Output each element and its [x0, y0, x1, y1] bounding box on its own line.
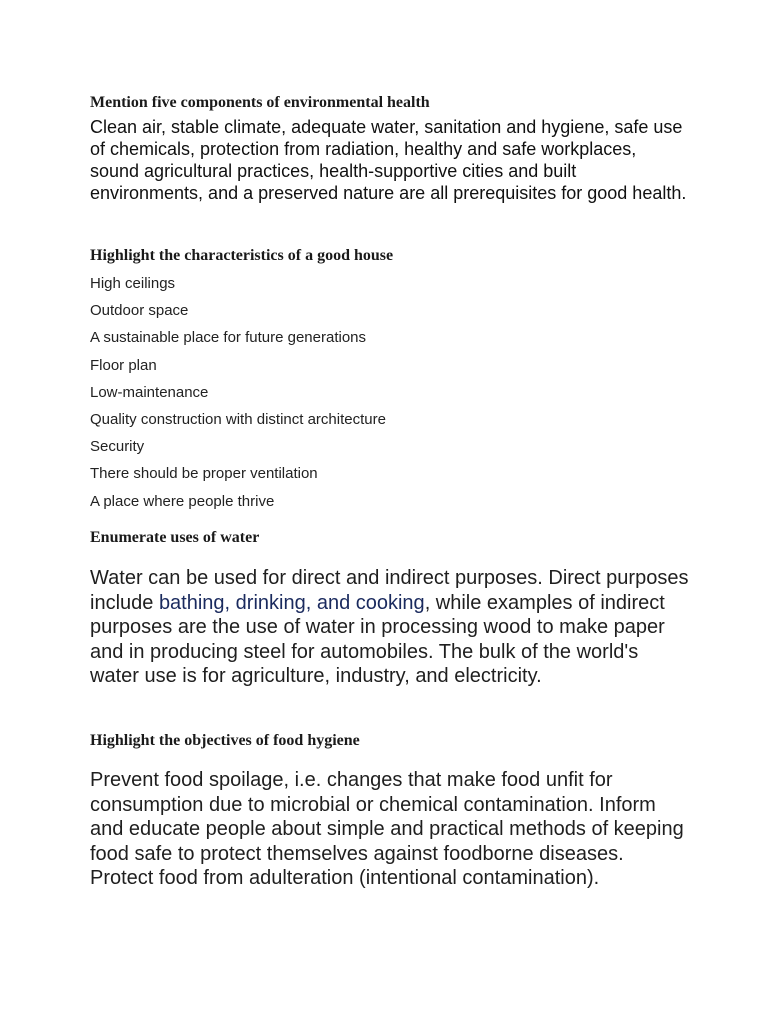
list-item: Quality construction with distinct architecture [90, 410, 386, 428]
section-heading-environmental-health: Mention five components of environmental health [90, 94, 430, 111]
section-heading-good-house: Highlight the characteristics of a good house [90, 247, 394, 264]
section-body-uses-of-water [90, 566, 690, 689]
list-item: Floor plan [90, 356, 157, 374]
list-item: Low-maintenance [90, 383, 209, 401]
water-body-text-start: Water can be used for direct and indirect purposes. Direct purposes include [90, 567, 689, 614]
good-house-list [90, 275, 386, 520]
list-item: High ceilings [90, 275, 176, 292]
list-item: Security [90, 438, 145, 456]
water-direct-purposes-link[interactable]: bathing, drinking, and cooking [158, 591, 425, 614]
list-item: A place where people thrive [90, 492, 275, 510]
section-body-environmental-health: Clean air, stable climate, adequate water, sanitation and hygiene, safe use of chemicals, protection from radiation, healthy and safe workplaces, sound agricultural practices, health-supportive cities and built environments, and a preserved nature are all prerequisites for good health. [90, 117, 687, 203]
section-heading-uses-of-water: Enumerate uses of water [90, 529, 260, 546]
list-item: Outdoor space [90, 302, 189, 320]
water-body-text-end: , while examples of indirect purposes are the use of water in processing wood to make paper and in producing steel for automobiles. The bulk of the world's water use is for agriculture, industry, and electricity. [90, 591, 665, 688]
list-item: There should be proper ventilation [90, 465, 318, 483]
section-heading-food-hygiene: Highlight the objectives of food hygiene [90, 732, 360, 749]
section-body-food-hygiene: Prevent food spoilage, i.e. changes that make food unfit for consumption due to microbial or chemical contamination. Inform and educate people about simple and practical methods of keeping food safe to protect themselves against foodborne diseases. Protect food from adulteration (intentional contamination). [90, 769, 684, 890]
list-item: A sustainable place for future generations [90, 329, 367, 347]
